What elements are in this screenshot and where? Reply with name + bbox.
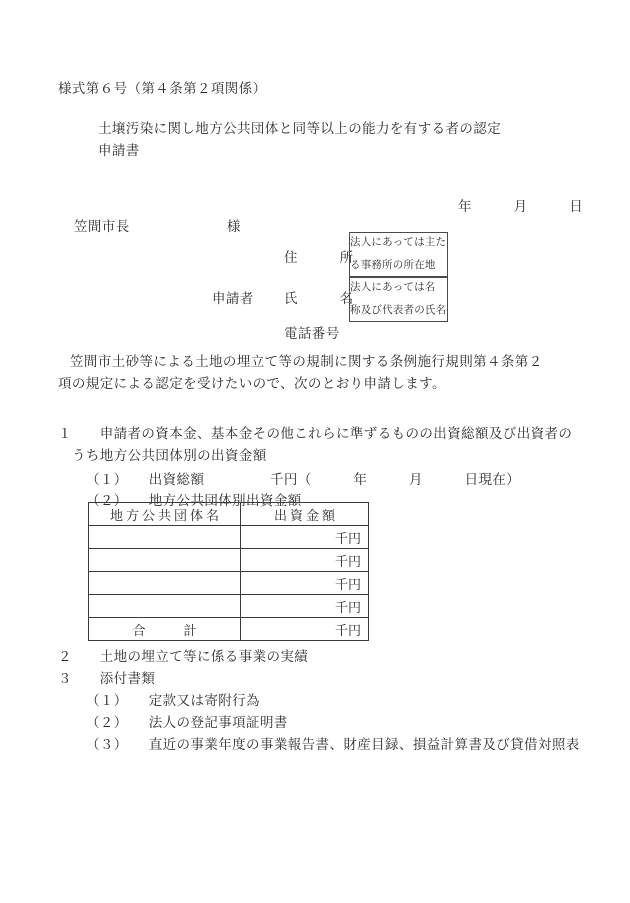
table-row (89, 572, 369, 595)
table-header-row (89, 503, 369, 526)
address-label: 住 所 (284, 250, 354, 265)
form-number: 様式第６号（第４条第２項関係） (58, 81, 267, 96)
body-paragraph-line-1: 笠間市土砂等による土地の埋立て等の規制に関する条例施行規則第４条第２ (70, 354, 543, 369)
document-title-line-2: 申請書 (98, 143, 140, 158)
item-1-sub-1-amount: 千円（ 年 月 日現在） (270, 472, 521, 487)
table-header-amount: 出資金額 (241, 503, 369, 526)
table-row (89, 595, 369, 618)
table-cell-amount[interactable]: 千円 (241, 526, 369, 549)
name-label: 氏 名 (284, 291, 354, 306)
item-1-line-1: １ 申請者の資本金、基本金その他これらに準ずるものの出資総額及び出資者の (58, 426, 573, 441)
table-total-amount[interactable]: 千円 (241, 618, 369, 641)
name-note-line-1: 法人にあっては名 (350, 282, 436, 293)
table-row (89, 549, 369, 572)
table-cell-amount[interactable]: 千円 (241, 572, 369, 595)
table-cell-name[interactable] (89, 549, 241, 572)
table-total-row (89, 618, 369, 641)
name-note-line-2: 称及び代表者の氏名 (350, 305, 447, 316)
phone-label: 電話番号 (284, 326, 340, 341)
total-label-right: 計 (183, 622, 197, 638)
document-title-line-1: 土壌汚染に関し地方公共団体と同等以上の能力を有する者の認定 (98, 121, 502, 136)
item-1-sub-1-label: （１） 出資総額 (86, 472, 205, 487)
item-3-sub-2: （２） 法人の登記事項証明書 (86, 715, 288, 730)
item-3: ３ 添付書類 (58, 671, 156, 686)
body-paragraph-line-2: 項の規定による認定を受けたいので、次のとおり申請します。 (58, 376, 446, 391)
total-label-left: 合 (132, 622, 146, 638)
fund-table (88, 502, 369, 641)
table-cell-amount[interactable]: 千円 (241, 595, 369, 618)
item-1-sub-2-label: （２） 地方公共団体別出資金額 (86, 493, 302, 508)
table-row (89, 526, 369, 549)
item-1-line-2: うち地方公共団体別の出資金額 (72, 448, 267, 463)
item-3-sub-3: （３） 直近の事業年度の事業報告書、財産目録、損益計算書及び貸借対照表 (86, 737, 580, 752)
address-note-line-2: る事務所の所在地 (350, 260, 436, 271)
table-total-label (89, 618, 241, 641)
address-note-line-1: 法人にあっては主た (350, 237, 447, 248)
item-2: ２ 土地の埋立て等に係る事業の実績 (58, 649, 309, 664)
item-3-sub-1: （１） 定款又は寄附行為 (86, 693, 260, 708)
date-line: 年 月 日 (458, 199, 584, 214)
table-header-name: 地方公共団体名 (89, 503, 241, 526)
table-cell-amount[interactable]: 千円 (241, 549, 369, 572)
table-cell-name[interactable] (89, 526, 241, 549)
table-cell-name[interactable] (89, 572, 241, 595)
applicant-label: 申請者 (212, 291, 254, 306)
addressee-line: 笠間市長 様 (74, 219, 241, 234)
table-cell-name[interactable] (89, 595, 241, 618)
